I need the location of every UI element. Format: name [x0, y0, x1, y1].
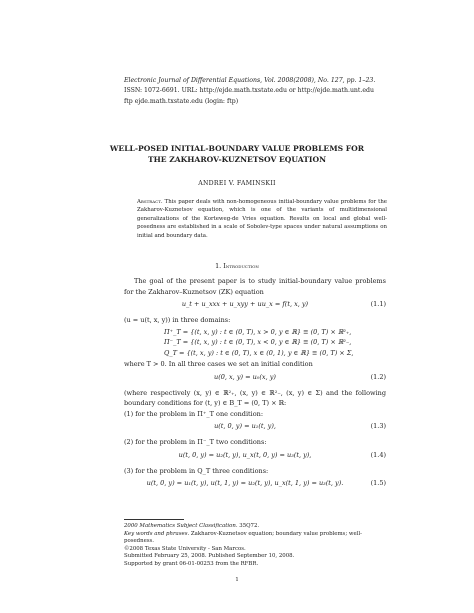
equation-1-1-math: u_t + u_xxx + u_xyy + uu_x = f(t, x, y) — [181, 300, 309, 308]
author-name: ANDREI V. FAMINSKII — [198, 180, 276, 187]
equation-1-3-math: u(t, 0, y) = u₁(t, y), — [214, 422, 276, 430]
domain-pi-minus: Π⁻_T = {(t, x, y) : t ∈ (0, T), x < 0, y ∈ ℝ} ≡ (0, T) × ℝ²₋, — [164, 338, 352, 346]
equation-1-1 — [124, 299, 386, 313]
submitted-line: Submitted February 25, 2008. Published September 10, 2008. — [124, 553, 295, 560]
equation-1-4-number: (1.4) — [370, 450, 386, 459]
support-line: Supported by grant 06-01-00253 from the RFBR. — [124, 560, 259, 567]
paper-title — [60, 143, 414, 165]
equation-1-4 — [124, 450, 386, 464]
equation-1-4-math: u(t, 0, y) = u₂(t, y), u_x(t, 0, y) = u₃(t, y), — [178, 450, 312, 459]
equation-1-3 — [124, 421, 386, 435]
abstract-label: Abstract. — [137, 199, 163, 205]
initial-condition-intro: where T > 0. In all three cases we set an initial condition — [124, 360, 313, 368]
journal-header — [124, 76, 384, 107]
domain-q: Q_T = {(t, x, y) : t ∈ (0, T), x ∈ (0, 1), y ∈ ℝ} ≡ (0, T) × Σ, — [164, 348, 354, 357]
equation-1-5 — [124, 478, 386, 492]
section-number: 1. — [215, 262, 222, 270]
ftp-line: ftp ejde.math.txstate.edu (login: ftp) — [124, 97, 239, 105]
page-number: 1 — [235, 577, 239, 583]
journal-line: Electronic Journal of Differential Equations, Vol. 2008(2008), No. 127, pp. 1–23. — [124, 77, 376, 84]
domains-intro: (u = u(t, x, y)) in three domains: — [124, 316, 231, 324]
abstract — [137, 198, 387, 240]
domain-definitions — [124, 327, 386, 359]
case-3-text: (3) for the problem in Q_T three conditions: — [124, 466, 269, 475]
title-line-1: WELL-POSED INITIAL-BOUNDARY VALUE PROBLEMS FOR — [109, 144, 365, 153]
footnotes — [124, 519, 386, 569]
case-1-text: (1) for the problem in Π⁺_T one condition: — [124, 409, 264, 418]
body-text — [124, 276, 386, 494]
title-line-2: THE ZAKHAROV-KUZNETSOV EQUATION — [147, 155, 327, 164]
section-title: Introduction — [223, 262, 259, 270]
msc-line — [124, 523, 386, 531]
equation-1-1-number: (1.1) — [370, 300, 386, 308]
equation-1-5-math: u(t, 0, y) = u₁(t, y), u(t, 1, y) = u₂(t, y), u_x(t, 1, y) = u₃(t, y). — [146, 479, 344, 487]
boundary-intro: (where respectively (x, y) ∈ ℝ²₊, (x, y) ∈ ℝ²₋, (x, y) ∈ Σ) and the following boundary conditions for (t, y) ∈ B_T = (0, T) × ℝ: — [124, 388, 386, 407]
issn-line: ISSN: 1072-6691. URL: http://ejde.math.txstate.edu or http://ejde.math.unt.edu — [124, 87, 374, 95]
equation-1-5-number: (1.5) — [370, 479, 386, 487]
keywords-value: Zakharov-Kuznetsov equation; boundary value problems; well-posedness. — [124, 530, 362, 545]
section-heading — [60, 262, 414, 270]
equation-1-2-math: u(0, x, y) = u₀(x, y) — [214, 372, 276, 381]
msc-label: 2000 Mathematics Subject Classification. — [124, 523, 238, 529]
equation-1-2-number: (1.2) — [370, 372, 386, 381]
keywords-label: Key words and phrases. — [124, 530, 190, 537]
equation-1-3-number: (1.3) — [370, 422, 386, 430]
keywords-line — [124, 531, 386, 546]
copyright-line: ©2008 Texas State University - San Marcos. — [124, 545, 246, 552]
case-2-text: (2) for the problem in Π⁻_T two conditions: — [124, 438, 267, 446]
msc-value: 35Q72. — [239, 523, 260, 529]
equation-1-2 — [124, 372, 386, 386]
intro-paragraph: The goal of the present paper is to study initial-boundary value problems for the Zakharov–Kuznetsov (ZK) equation — [124, 277, 386, 296]
abstract-text: This paper deals with non-homogeneous initial-boundary value problems for the Zakharov-Kuznetsov equation, which is one of the variants of multidimensional generalizations of the Korteweg-de Vries equation. Results on local and global well-posedness are established in a scale of Sobolev-type spaces under natural assumptions on initial and boundary data. — [137, 199, 387, 239]
domain-pi-plus: Π⁺_T = {(t, x, y) : t ∈ (0, T), x > 0, y ∈ ℝ} ≡ (0, T) × ℝ²₊, — [164, 327, 352, 336]
footnote-rule — [124, 519, 184, 520]
